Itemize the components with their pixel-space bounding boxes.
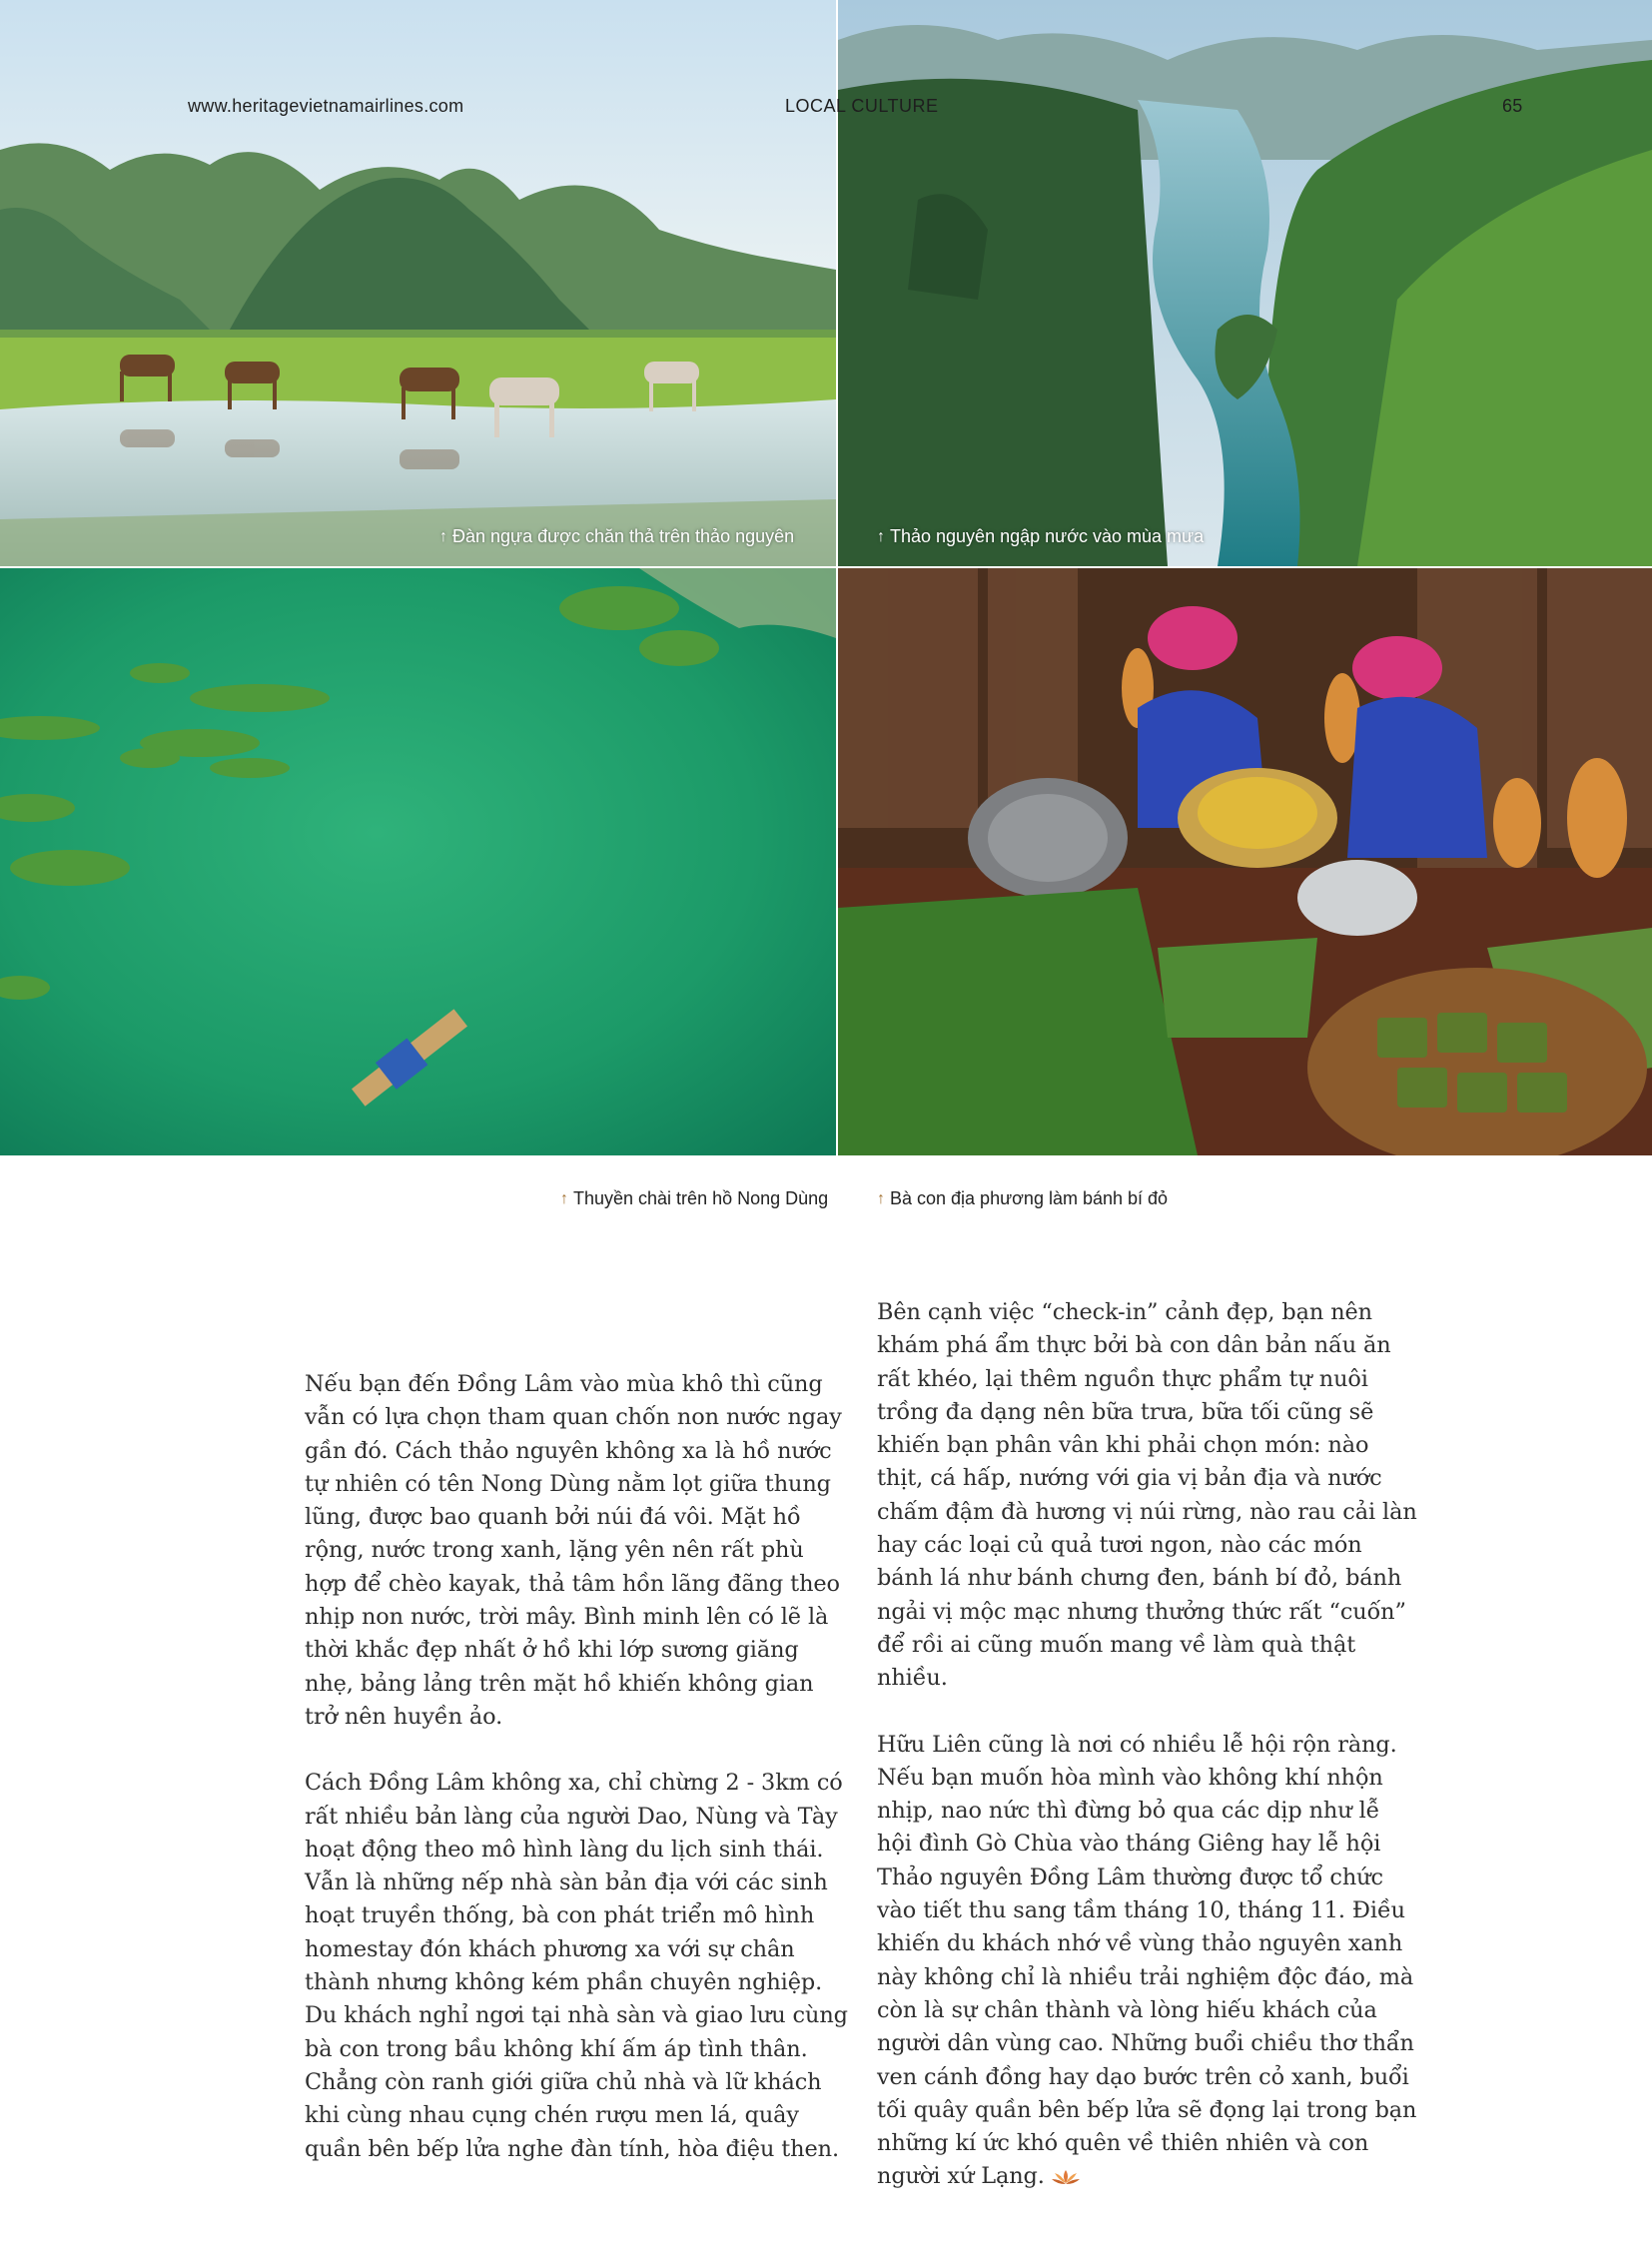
caption-cake-text: Bà con địa phương làm bánh bí đỏ xyxy=(890,1188,1169,1208)
article-column-left xyxy=(305,1368,849,2166)
photo-horses-grassland xyxy=(0,0,836,566)
paragraph: Cách Đồng Lâm không xa, chỉ chừng 2 - 3km có rất nhiều bản làng của người Dao, Nùng và Tày hoạt động theo mô hình làng du lịch sinh thái. Vẫn là những nếp nhà sàn bản địa với các sinh hoạt truyền thống, bà con phát triển mô hình homestay đón khách phương xa với sự chân thành nhưng không kém phần chuyên nghiệp. Du khách nghỉ ngơi tại nhà sàn và giao lưu cùng bà con trong bầu không khí ấm áp tình thân. Chẳng còn ranh giới giữa chủ nhà và lữ khách khi cùng nhau cụng chén rượu men lá, quây quần bên bếp lửa nghe đàn tính, hòa điệu then. xyxy=(305,1770,848,2162)
paragraph-last xyxy=(877,1729,1421,2197)
caption-horses-text: Đàn ngựa được chăn thả trên thảo nguyên xyxy=(452,526,795,546)
caption-cake xyxy=(877,1188,1168,1209)
paragraph: Nếu bạn đến Đồng Lâm vào mùa khô thì cũng vẫn có lựa chọn tham quan chốn non nước ngay gần đó. Cách thảo nguyên không xa là hồ nước tự nhiên có tên Nong Dùng nằm lọt giữa thung lũng, được bao quanh bởi núi đá vôi. Mặt hồ rộng, nước trong xanh, lặng yên nên rất phù hợp để chèo kayak, thả tâm hồn lãng đãng theo nhịp non nước, trời mây. Bình minh lên có lẽ là thời khắc đẹp nhất ở hồ khi lớp sương giăng nhẹ, bảng lảng trên mặt hồ khiến không gian trở nên huyền ảo. xyxy=(305,1371,842,1730)
article-column-right xyxy=(877,1296,1421,2197)
caption-river xyxy=(877,526,1204,547)
caption-boat xyxy=(560,1188,828,1209)
paragraph-last-text: Hữu Liên cũng là nơi có nhiều lễ hội rộn ràng. Nếu bạn muốn hòa mình vào không khí nhộn nhịp, nao nức thì đừng bỏ qua các dịp như lễ hội đình Gò Chùa vào tháng Giêng hay lễ hội Thảo nguyên Đồng Lâm thường được tổ chức vào tiết thu sang tầm tháng 10, tháng 11. Điều khiến du khách nhớ về vùng thảo nguyên xanh này không chỉ là nhiều trải nghiệm độc đáo, mà còn là sự chân thành và lòng hiếu khách của người dân vùng cao. Những buổi chiều thơ thẩn ven cánh đồng hay dạo bước trên cỏ xanh, buổi tối quây quần bên bếp lửa sẽ đọng lại trong bạn những kí ức khó quên về thiên nhiên và con người xứ Lạng. xyxy=(877,1731,1417,2190)
up-arrow-icon: ↑ xyxy=(560,1189,568,1207)
page-number: 65 xyxy=(1502,96,1523,116)
photo-river-valley xyxy=(838,0,1652,566)
caption-horses xyxy=(439,526,794,547)
up-arrow-icon: ↑ xyxy=(877,1189,885,1207)
up-arrow-icon: ↑ xyxy=(439,527,447,545)
paragraph: Bên cạnh việc “check-in” cảnh đẹp, bạn nên khám phá ẩm thực bởi bà con dân bản nấu ăn rất khéo, lại thêm nguồn thực phẩm tự nuôi trồng đa dạng nên bữa trưa, bữa tối cũng sẽ khiến bạn phân vân khi phải chọn món: nào thịt, cá hấp, nướng với gia vị bản địa và nước chấm đậm đà hương vị núi rừng, nào rau cải làn hay các loại củ quả tươi ngon, nào các món bánh lá như bánh chưng đen, bánh bí đỏ, bánh ngải vị mộc mạc nhưng thưởng thức rất “cuốn” để rồi ai cũng muốn mang về làm quà thật nhiều. xyxy=(877,1299,1417,1692)
caption-boat-text: Thuyền chài trên hồ Nong Dùng xyxy=(573,1188,829,1208)
up-arrow-icon: ↑ xyxy=(877,527,885,545)
header-section-title: LOCAL CULTURE xyxy=(785,96,939,116)
photo-women-making-cakes xyxy=(838,568,1652,1155)
caption-river-text: Thảo nguyên ngập nước vào mùa mưa xyxy=(890,526,1205,546)
photo-emerald-lake xyxy=(0,568,836,1155)
lotus-end-icon xyxy=(1051,2163,1081,2196)
header-website: www.heritagevietnamairlines.com xyxy=(188,96,464,116)
